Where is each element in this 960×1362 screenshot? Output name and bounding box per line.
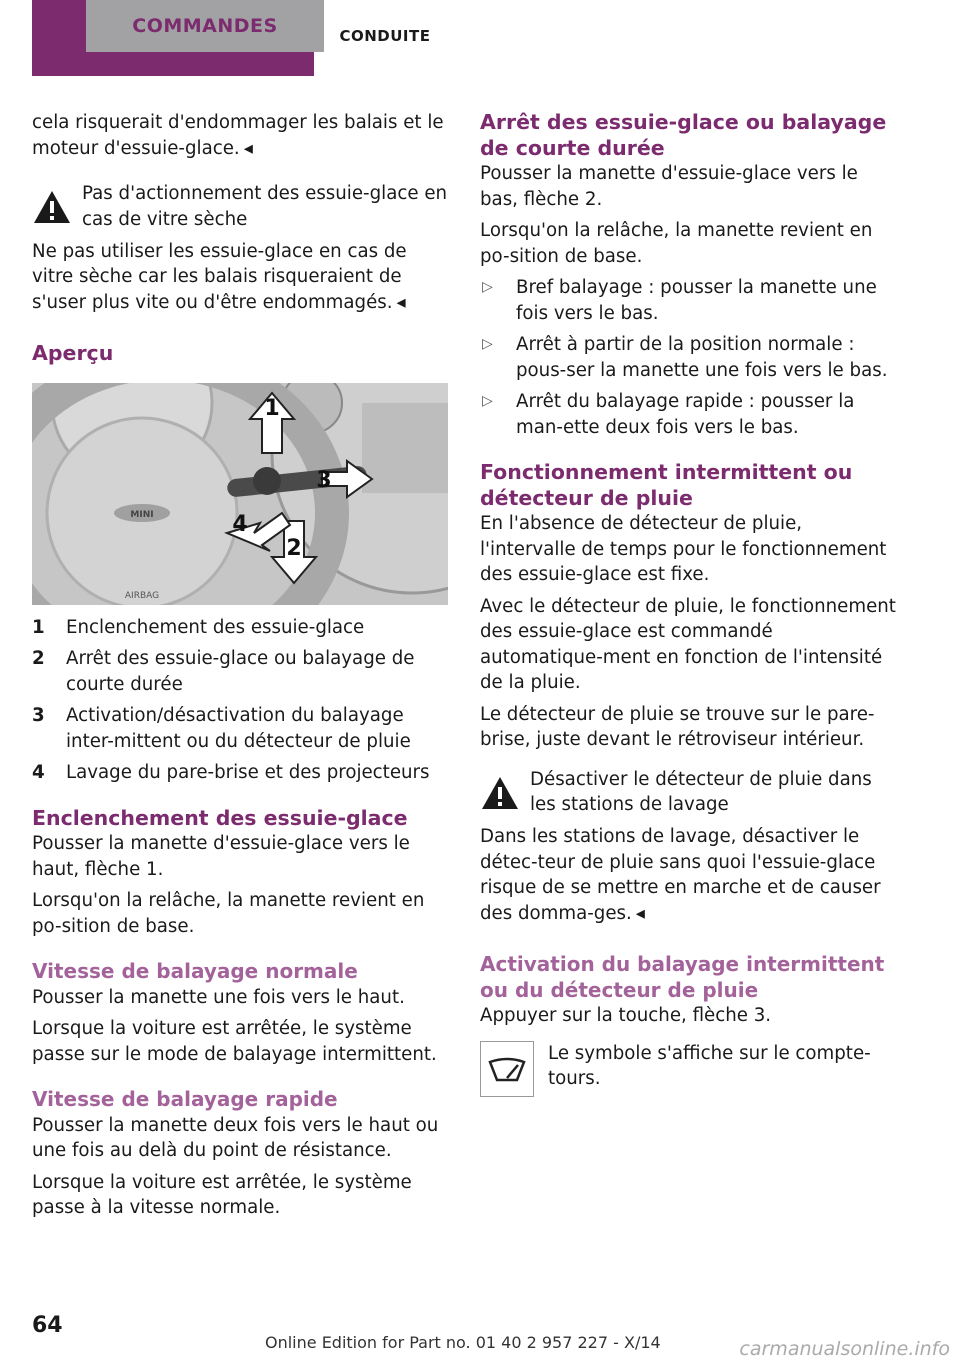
figure-label-4: 4 <box>232 511 248 537</box>
legend-item: 1 Enclenchement des essuie-glace <box>32 616 365 638</box>
paragraph: Pousser la manette d'essuie-glace vers le bas, flèche 2. <box>480 163 858 210</box>
warning-triangle-icon <box>480 767 530 819</box>
section-heading: Aperçu <box>32 341 114 365</box>
paragraph: Pousser la manette une fois vers le haut. <box>32 986 405 1008</box>
watermark: carmanualsonline.info <box>739 1338 950 1360</box>
subsection-heading: Vitesse de balayage normale <box>32 959 358 983</box>
legend-item: 4 Lavage du pare-brise et des projecteurs <box>32 762 430 783</box>
triangle-bullet-icon: ▷ <box>482 279 493 295</box>
section-heading: Fonctionnement intermittent ou détecteur de pluie <box>480 460 853 510</box>
warning-triangle-icon <box>32 181 82 233</box>
warning-title: Désactiver le détecteur de pluie dans les stations de lavage <box>530 768 872 815</box>
figure-label-2: 2 <box>286 535 302 561</box>
tab-commandes-label: COMMANDES <box>86 0 324 52</box>
paragraph: Pousser la manette deux fois vers le haut ou une fois au delà du point de résistance. <box>32 1114 439 1161</box>
bullet-list <box>480 275 900 440</box>
figure-text-airbag: AIRBAG <box>124 590 160 601</box>
figure-legend <box>32 615 448 786</box>
figure-label-3: 3 <box>316 467 332 493</box>
figure-text-mini: MINI <box>130 509 154 520</box>
paragraph: Pousser la manette d'essuie-glace vers le haut, flèche 1. <box>32 833 410 880</box>
paragraph: Le détecteur de pluie se trouve sur le pare-brise, juste devant le rétroviseur intérieur. <box>480 703 875 750</box>
paragraph: Lorsqu'on la relâche, la manette revient en po-sition de base. <box>32 890 425 937</box>
legend-item: 2 Arrêt des essuie-glace ou balayage de courte durée <box>32 648 415 695</box>
end-mark-icon: ◂ <box>635 902 645 924</box>
symbol-text: Le symbole s'affiche sur le compte-tours. <box>548 1042 871 1089</box>
tab-commandes[interactable] <box>32 0 314 76</box>
paragraph: Lorsque la voiture est arrêtée, le système passe sur le mode de balayage intermittent. <box>32 1018 437 1065</box>
legend-item: 3 Activation/désactivation du balayage inter-mittent ou du détecteur de pluie <box>32 705 411 752</box>
page-number: 64 <box>32 1313 63 1338</box>
paragraph: Avec le détecteur de pluie, le fonctionnement des essuie-glace est commandé automatique-ment en fonction de l'intensité de la pluie. <box>480 595 896 693</box>
paragraph: Ne pas utiliser les essuie-glace en cas de vitre sèche car les balais risqueraient de s'user plus vite ou d'être endommagés. ◂ <box>32 239 448 316</box>
list-item: ▷ Arrêt à partir de la position normale : pous-ser la manette une fois vers le bas. <box>480 332 900 383</box>
right-column <box>480 110 900 1097</box>
warning-block <box>480 767 900 819</box>
paragraph: Lorsque la voiture est arrêtée, le système passe à la vitesse normale. <box>32 1171 412 1218</box>
figure-label-1: 1 <box>264 395 280 421</box>
section-heading: Enclenchement des essuie-glace <box>32 805 408 830</box>
list-item: ▷ Bref balayage : pousser la manette une fois vers le bas. <box>480 275 900 326</box>
edition-text: Online Edition for Part no. 01 40 2 957 227 - X/14 <box>265 1333 661 1352</box>
triangle-bullet-icon: ▷ <box>482 336 493 352</box>
windshield-wiper-icon <box>480 1041 534 1097</box>
paragraph: Appuyer sur la touche, flèche 3. <box>480 1005 772 1026</box>
end-mark-icon: ◂ <box>243 137 253 159</box>
paragraph: En l'absence de détecteur de pluie, l'intervalle de temps pour le fonctionnement des essuie-glace est fixe. <box>480 513 887 585</box>
paragraph: cela risquerait d'endommager les balais et le moteur d'essuie-glace. ◂ <box>32 110 448 161</box>
warning-title: Pas d'actionnement des essuie-glace en cas de vitre sèche <box>82 183 448 230</box>
subsection-heading: Vitesse de balayage rapide <box>32 1087 338 1111</box>
wiper-lever-illustration <box>32 383 448 605</box>
warning-block <box>32 181 448 233</box>
tab-conduite[interactable]: CONDUITE <box>339 27 431 45</box>
end-mark-icon: ◂ <box>396 291 406 313</box>
triangle-bullet-icon: ▷ <box>482 393 493 409</box>
section-heading: Arrêt des essuie-glace ou balayage de courte durée <box>480 110 887 160</box>
left-column <box>32 110 448 1227</box>
paragraph: Dans les stations de lavage, désactiver le détec-teur de pluie sans quoi l'essuie-glace risque de se mettre en marche et de causer des domma-ges. ◂ <box>480 824 900 926</box>
symbol-block <box>480 1035 900 1097</box>
paragraph: Lorsqu'on la relâche, la manette revient en po-sition de base. <box>480 220 873 267</box>
subsection-heading: Activation du balayage intermittent ou du détecteur de pluie <box>480 952 885 1002</box>
wiper-lever-figure <box>32 383 448 605</box>
list-item: ▷ Arrêt du balayage rapide : pousser la man-ette deux fois vers le bas. <box>480 389 900 440</box>
